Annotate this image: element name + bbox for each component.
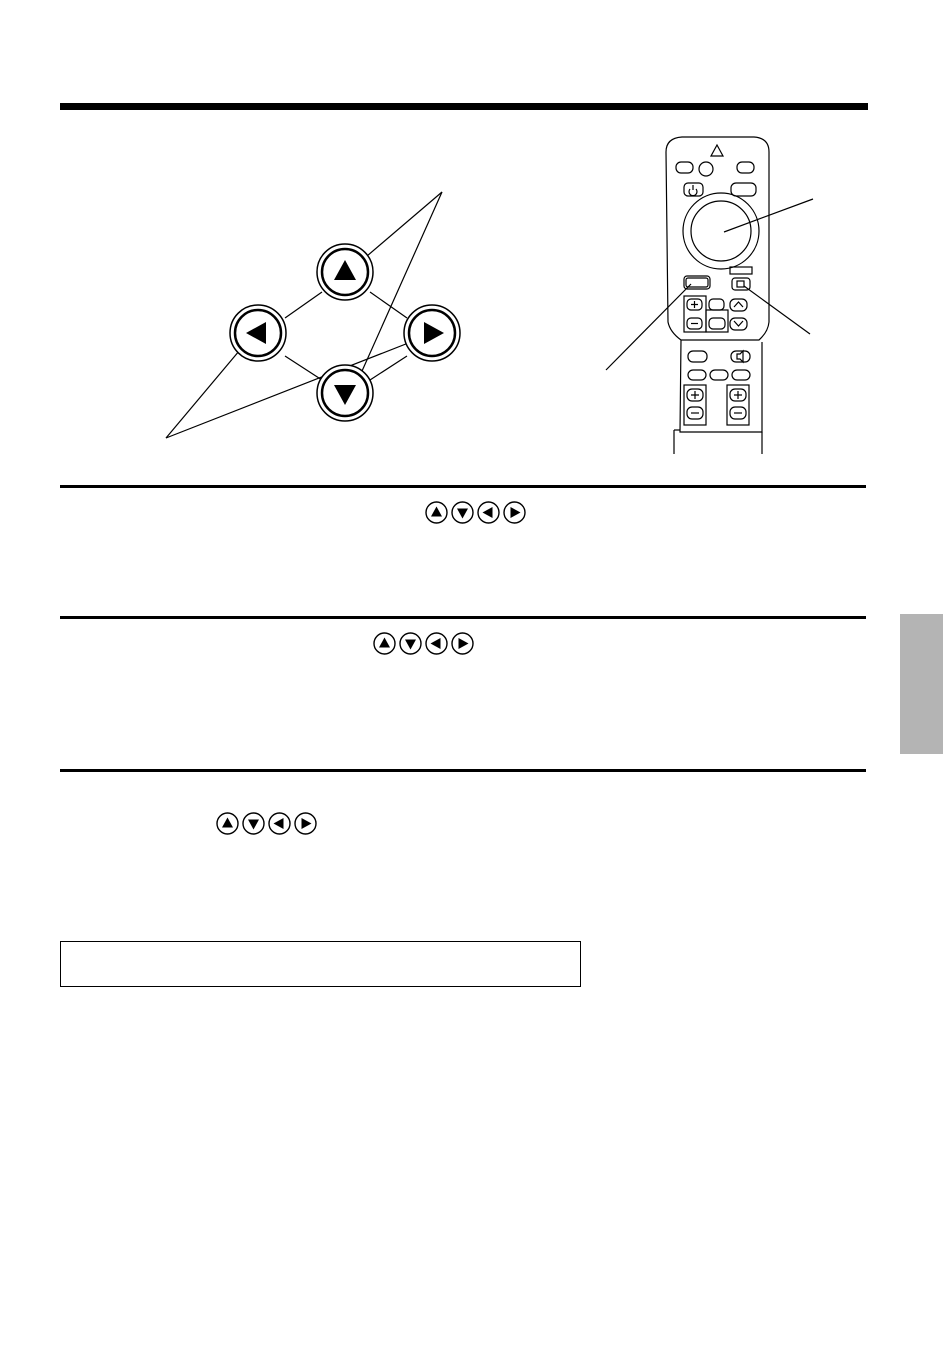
right-arrow-icon — [451, 632, 474, 655]
disk-pad-inner — [691, 201, 751, 261]
left-arrow-icon — [425, 632, 448, 655]
up-arrow-icon — [216, 812, 239, 835]
leader-lines — [166, 192, 442, 438]
header-bar — [60, 103, 868, 110]
up-arrow-icon — [373, 632, 396, 655]
laser-indicator-icon — [711, 145, 723, 156]
left-arrow-button — [230, 305, 286, 361]
down-arrow-button — [317, 365, 373, 421]
up-arrow-icon — [425, 501, 448, 524]
note-box — [60, 941, 581, 987]
disk-pad-outer — [683, 193, 759, 269]
remote-control-illustration — [596, 132, 836, 457]
section-rule-3 — [60, 769, 866, 772]
right-arrow-button — [404, 305, 460, 361]
section-rule-2 — [60, 616, 866, 619]
down-arrow-icon — [399, 632, 422, 655]
inline-arrow-icons-1 — [425, 501, 526, 524]
left-arrow-icon — [477, 501, 500, 524]
right-arrow-icon — [503, 501, 526, 524]
section-rule-1 — [60, 485, 866, 488]
inline-arrow-icons-3 — [216, 812, 317, 835]
down-arrow-icon — [242, 812, 265, 835]
right-arrow-icon — [294, 812, 317, 835]
side-index-tab — [900, 614, 943, 754]
down-arrow-icon — [451, 501, 474, 524]
cursor-buttons-diagram — [150, 180, 480, 450]
left-arrow-icon — [268, 812, 291, 835]
inline-arrow-icons-2 — [373, 632, 474, 655]
up-arrow-button — [317, 244, 373, 300]
